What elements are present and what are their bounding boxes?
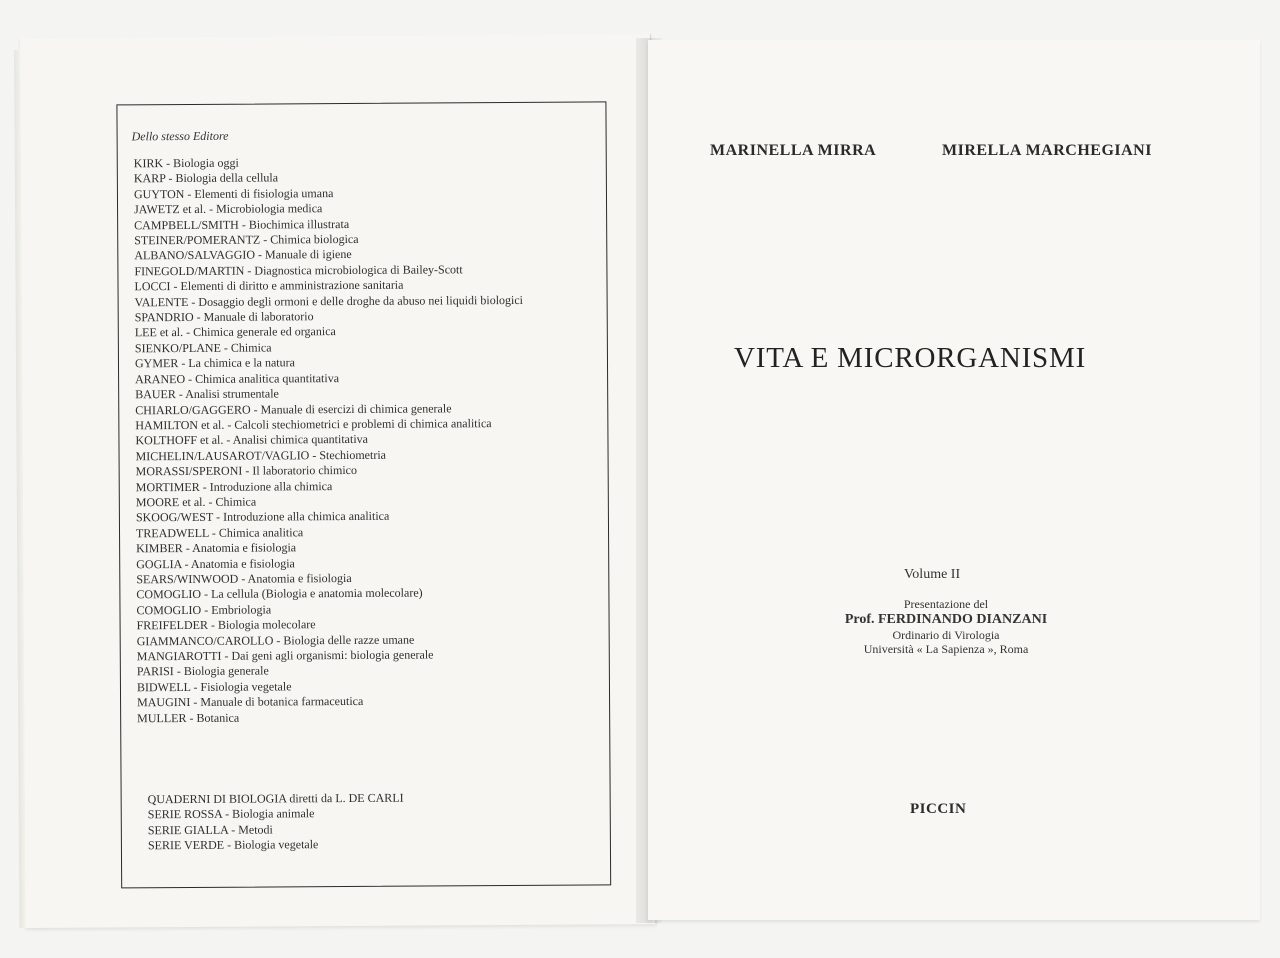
catalog-entry	[137, 708, 607, 726]
entry-separator: -	[309, 447, 320, 462]
entry-separator: -	[173, 664, 184, 679]
entry-author: KOLTHOFF et al.	[135, 433, 224, 448]
catalog-entry	[135, 292, 591, 310]
entry-separator: -	[193, 309, 204, 325]
entry-title: Diagnostica microbiologica di Bailey-Scott	[254, 262, 463, 278]
entry-separator: -	[224, 417, 235, 432]
entry-separator: -	[201, 587, 212, 602]
entry-author: COMOGLIO	[136, 602, 202, 618]
entry-author: SIENKO/PLANE	[134, 340, 221, 356]
volume-label: Volume II	[904, 567, 961, 582]
entry-author: HAMILTON et al.	[135, 417, 225, 433]
entry-author: MORTIMER	[135, 479, 200, 494]
entry-separator: -	[254, 247, 266, 263]
series-list	[148, 790, 588, 854]
entry-separator: -	[238, 571, 248, 586]
author-2: MIRELLA MARCHEGIANI	[942, 142, 1152, 159]
entry-separator: -	[188, 294, 199, 309]
entry-title: Chimica analitica	[218, 525, 304, 540]
catalog-heading: Dello stesso Editore	[131, 128, 229, 144]
entry-title: Stechiometria	[319, 447, 387, 462]
entry-author: MORASSI/SPERONI	[135, 463, 243, 479]
entry-author: FREIFELDER	[136, 618, 208, 633]
entry-title: Il laboratorio chimico	[252, 463, 358, 478]
entry-title: La chimica e la natura	[188, 355, 295, 371]
entry-title: Biologia molecolare	[217, 617, 316, 632]
entry-author: BIDWELL	[136, 679, 191, 695]
entry-title: Analisi chimica quantitativa	[232, 432, 369, 448]
entry-title: Biologia vegetale	[234, 837, 319, 852]
entry-separator: -	[201, 602, 212, 617]
catalog-frame	[116, 101, 611, 888]
entry-author: GIAMMANCO/CAROLLO	[136, 633, 274, 648]
entry-title: Elementi di fisiologia umana	[194, 185, 334, 201]
entry-separator: -	[186, 710, 197, 725]
right-page	[648, 40, 1260, 920]
entry-separator: -	[170, 279, 181, 294]
entry-separator: -	[238, 217, 249, 232]
entry-separator: -	[273, 632, 284, 648]
presenter-role: Ordinario di Virologia	[892, 628, 1000, 642]
presentation-block	[796, 597, 1096, 656]
entry-author: QUADERNI DI BIOLOGIA	[147, 791, 287, 807]
entry-separator: -	[223, 433, 233, 448]
entry-author: SERIE VERDE	[147, 837, 225, 853]
entry-separator: -	[199, 479, 210, 494]
entry-title: Manuale di laboratorio	[203, 309, 314, 324]
entry-author: CAMPBELL/SMITH	[134, 217, 239, 232]
entry-author: GUYTON	[133, 186, 185, 202]
entry-title: Chimica biologica	[270, 231, 359, 247]
entry-separator: -	[260, 232, 271, 247]
entry-author: MOORE et al.	[135, 494, 206, 510]
entry-author: LEE et al.	[134, 325, 184, 340]
entry-author: ALBANO/SALVAGGIO	[134, 248, 256, 263]
entry-author: FINEGOLD/MARTIN	[134, 263, 245, 279]
entry-title: diretti da L. DE CARLI	[289, 790, 404, 806]
entry-separator: -	[184, 186, 195, 201]
entry-separator: -	[228, 822, 239, 837]
entry-author: KIRK	[133, 156, 164, 171]
entry-separator: -	[185, 371, 196, 386]
entry-author: PARISI	[136, 664, 174, 679]
entry-author: MULLER	[137, 710, 187, 725]
entry-separator: -	[205, 494, 216, 509]
entry-title: Embriologia	[211, 602, 272, 617]
entry-separator: -	[206, 202, 217, 217]
entry-title: Manuale di botanica farmaceutica	[200, 694, 364, 710]
entry-title: Metodi	[238, 822, 273, 837]
entry-title: Dai geni agli organismi: biologia generale	[231, 647, 434, 663]
entry-separator: -	[222, 807, 233, 822]
entry-title: Introduzione alla chimica	[209, 478, 333, 494]
entry-author: MICHELIN/LAUSAROT/VAGLIO	[135, 447, 310, 464]
entry-title: Microbiologia medica	[216, 201, 323, 217]
entry-author: JAWETZ et al.	[134, 202, 207, 217]
entry-separator: -	[213, 510, 224, 525]
entry-title: Biologia generale	[183, 663, 269, 679]
entry-title: Biochimica illustrata	[248, 216, 350, 232]
entry-author: STEINER/POMERANTZ	[134, 232, 261, 248]
entry-title: Introduzione alla chimica analitica	[223, 509, 390, 525]
author-1: MARINELLA MIRRA	[710, 142, 877, 159]
entry-author: COMOGLIO	[136, 587, 202, 602]
book-title: VITA E MICRORGANISMI	[734, 342, 1087, 374]
entry-title: Manuale di esercizi di chimica generale	[260, 400, 452, 417]
entry-author: KARP	[133, 171, 166, 186]
entry-author: MANGIAROTTI	[136, 648, 222, 664]
entry-separator: -	[182, 541, 193, 556]
entry-author: MAUGINI	[137, 695, 191, 710]
presentation-label: Presentazione del	[903, 597, 989, 611]
entry-author: KIMBER	[136, 541, 183, 556]
series-entry	[148, 836, 588, 854]
entry-author: SEARS/WINWOOD	[136, 571, 239, 587]
entry-separator: -	[208, 525, 219, 540]
entry-author: GOGLIA	[136, 556, 182, 571]
entry-separator: -	[183, 325, 194, 340]
entry-separator: -	[181, 556, 191, 571]
entry-separator: -	[221, 648, 232, 663]
entry-separator: -	[244, 263, 255, 278]
entry-title: Botanica	[196, 710, 240, 725]
entry-author: SERIE GIALLA	[147, 822, 229, 838]
entry-author: SERIE ROSSA	[147, 807, 223, 822]
entry-title: Manuale di igiene	[264, 247, 352, 262]
entry-title: Anatomia e fisiologia	[192, 540, 297, 556]
entry-separator: -	[190, 695, 201, 710]
entry-author: SKOOG/WEST	[135, 510, 214, 525]
catalog-list	[134, 153, 607, 726]
presenter-university: Università « La Sapienza », Roma	[863, 642, 1029, 656]
entry-title: Chimica	[215, 494, 257, 509]
entry-title: Anatomia e fisiologia	[247, 570, 352, 586]
entry-title: Fisiologia vegetale	[200, 679, 292, 694]
presenter-name: Prof. FERDINANDO DIANZANI	[844, 612, 1048, 627]
entry-separator: -	[190, 679, 201, 694]
entry-title: Chimica	[230, 340, 272, 355]
entry-author: ARANEO	[135, 371, 186, 386]
entry-author: SPANDRIO	[134, 310, 194, 325]
entry-title: Biologia della cellula	[175, 170, 279, 186]
entry-title: Dosaggio degli ormoni e delle droghe da abuso nei liquidi biologici	[198, 292, 524, 309]
publisher: PICCIN	[910, 801, 967, 817]
entry-separator: -	[224, 837, 235, 852]
entry-title: Chimica analitica quantitativa	[195, 370, 340, 386]
entry-author: BAUER	[135, 387, 176, 402]
entry-title: Analisi strumentale	[185, 386, 279, 402]
entry-title: Chimica generale ed organica	[193, 324, 336, 340]
entry-title: Anatomia e fisiologia	[190, 555, 295, 571]
entry-separator: -	[207, 617, 218, 633]
entry-separator: -	[163, 156, 174, 171]
entry-separator: -	[165, 171, 176, 186]
entry-author: TREADWELL	[135, 525, 209, 541]
entry-separator: -	[175, 387, 186, 402]
entry-title: Biologia delle razze umane	[283, 632, 415, 647]
entry-author: GYMER	[134, 356, 179, 371]
entry-title: Biologia oggi	[173, 155, 239, 171]
entry-title: Calcoli stechiometrici e problemi di chimica analitica	[234, 416, 492, 432]
left-page	[20, 34, 656, 928]
entry-separator: -	[220, 340, 231, 355]
entry-author: VALENTE	[134, 294, 189, 309]
entry-title: Elementi di diritto e amministrazione sanitaria	[180, 277, 404, 294]
entry-title: La cellula (Biologia e anatomia molecolare)	[211, 585, 423, 602]
entry-separator: -	[242, 463, 253, 478]
entry-author: CHIARLO/GAGGERO	[135, 402, 251, 417]
entry-author: LOCCI	[134, 279, 171, 294]
entry-separator: -	[178, 356, 189, 371]
entry-title: Biologia animale	[232, 806, 315, 822]
entry-separator: -	[250, 402, 261, 417]
